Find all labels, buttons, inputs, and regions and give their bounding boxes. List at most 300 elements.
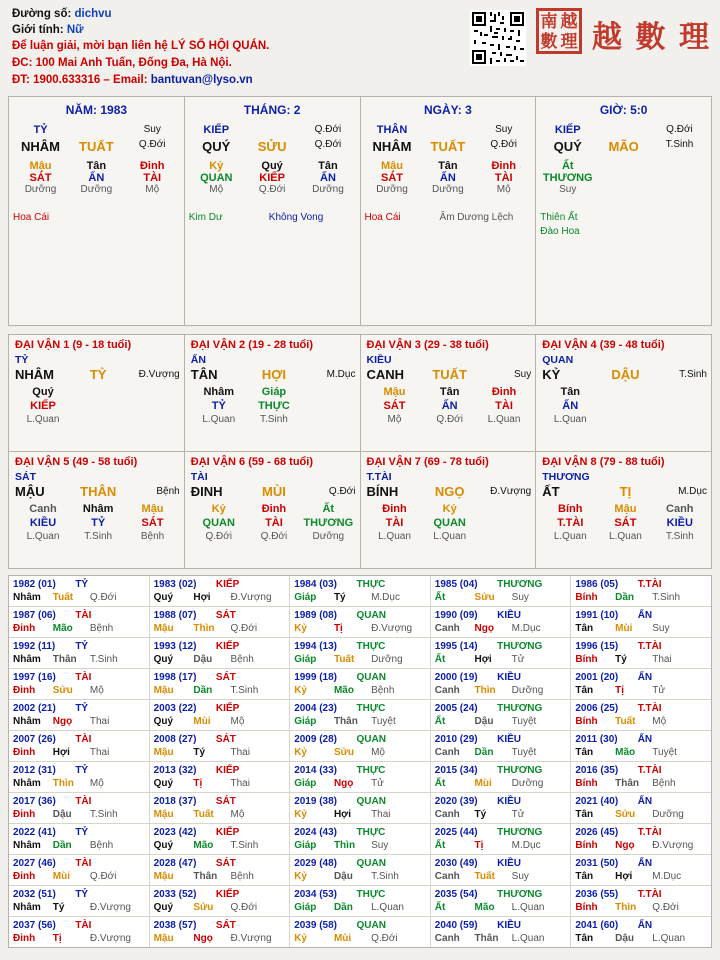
hidden-stem: Mậu	[29, 160, 52, 172]
promo-line-1: Để luận giải, mời bạn liên hệ LÝ SỐ HỘI QUÁN.	[12, 40, 270, 52]
dai-van-hidden-stem: Đinh	[491, 386, 517, 398]
year-cell[interactable]	[9, 917, 150, 947]
hidden-stage: Dưỡng	[312, 184, 344, 195]
dai-van-hidden-stage	[598, 413, 652, 427]
pillar-ten-god: Q.Đới	[138, 139, 166, 150]
year-stage: Thai	[89, 747, 110, 758]
year-label: 2009 (28)	[294, 734, 337, 745]
year-stem: Mậu	[153, 747, 174, 758]
year-cell[interactable]	[571, 731, 711, 761]
dai-van-title: ĐẠI VẬN 6 (59 - 68 tuổi)	[190, 456, 313, 468]
year-branch: Thìn	[52, 778, 74, 789]
dai-van-stage: M.Dục	[326, 369, 356, 380]
year-cell[interactable]	[150, 700, 291, 730]
year-ten-god: TÀI	[75, 734, 92, 745]
year-ten-god: KIẾP	[215, 641, 240, 652]
header-info	[8, 6, 412, 96]
year-ten-god: SÁT	[215, 672, 236, 683]
year-label: 2000 (19)	[434, 672, 478, 683]
dai-van-title: ĐẠI VẬN 3 (29 - 38 tuổi)	[366, 339, 489, 351]
hidden-stage: Dưỡng	[24, 184, 57, 195]
dai-van-branch: HỢI	[261, 367, 286, 382]
year-label: 2013 (32)	[153, 765, 197, 776]
year-stage: Bệnh	[230, 871, 254, 882]
year-ten-god: KIẾP	[215, 765, 240, 776]
year-branch: Tị	[474, 840, 484, 851]
year-branch: Hợi	[474, 654, 492, 665]
year-ten-god: THƯƠNG	[497, 765, 543, 776]
dai-van-hidden-god: TỶ	[211, 400, 226, 412]
year-ten-god: ẤN	[637, 920, 653, 931]
year-label: 2040 (59)	[434, 920, 478, 931]
year-branch: Mùi	[52, 871, 70, 882]
dai-van-branch: DẬU	[611, 367, 640, 382]
year-branch: Thân	[52, 654, 77, 665]
dai-van-cell-5[interactable]	[9, 452, 185, 568]
year-cell[interactable]	[9, 886, 150, 916]
year-branch: Dần	[193, 685, 213, 696]
year-ten-god: KIỀU	[497, 610, 521, 621]
year-stage: Q.Đới	[371, 933, 398, 944]
year-stem: Nhâm	[13, 592, 41, 603]
year-branch: Dậu	[615, 933, 635, 944]
year-label: 2041 (60)	[575, 920, 619, 931]
year-cell[interactable]	[431, 762, 572, 792]
year-ten-god: SÁT	[215, 734, 236, 745]
year-branch: Hợi	[615, 871, 633, 882]
year-cell[interactable]	[571, 824, 711, 854]
year-branch: Tị	[615, 685, 625, 696]
year-stage: Thai	[230, 747, 250, 758]
hidden-god: ẤN	[439, 172, 456, 184]
year-stage: L.Quan	[371, 902, 404, 913]
dai-van-hidden-stage	[301, 413, 355, 427]
pillar-2	[185, 97, 361, 325]
year-cell[interactable]	[9, 762, 150, 792]
year-label: 2016 (35)	[575, 765, 619, 776]
year-stage: Đ.Vượng	[89, 902, 131, 913]
dai-van-cell-6[interactable]	[185, 452, 361, 568]
year-ten-god: SÁT	[215, 610, 236, 621]
dai-van-hidden-god	[477, 516, 531, 530]
promo-line-3	[12, 72, 412, 89]
year-cell[interactable]	[571, 607, 711, 637]
dai-van-cell-7[interactable]	[361, 452, 537, 568]
year-stage: Dưỡng	[371, 654, 403, 665]
hidden-stage	[652, 184, 707, 195]
year-label: 2031 (50)	[575, 858, 619, 869]
dai-van-stage: Suy	[513, 369, 532, 380]
dai-van-stem: TÂN	[190, 367, 218, 382]
dai-van-hidden-stage: Q.Đới	[436, 414, 463, 425]
year-row	[9, 855, 711, 886]
year-cell[interactable]	[290, 638, 431, 668]
dai-van-hidden-stem: Giáp	[261, 386, 287, 398]
seal-char-2: 越	[560, 11, 578, 31]
year-cell[interactable]	[431, 793, 572, 823]
dai-van-hidden-god: ẤN	[441, 400, 458, 412]
year-cell[interactable]	[290, 762, 431, 792]
year-branch: Thân	[193, 871, 218, 882]
year-branch: Dần	[474, 747, 494, 758]
year-stem: Kỷ	[294, 809, 307, 820]
year-cell[interactable]	[290, 793, 431, 823]
year-label: 2029 (48)	[294, 858, 337, 869]
year-cell[interactable]	[150, 638, 291, 668]
year-label: 1985 (04)	[434, 579, 478, 590]
year-ten-god: KIỀU	[497, 796, 521, 807]
year-ten-god: TỶ	[75, 579, 89, 590]
year-label: 1998 (17)	[153, 672, 197, 683]
year-label: 2008 (27)	[153, 734, 197, 745]
dai-van-stem: CANH	[366, 367, 405, 382]
hidden-stem: Kỷ	[209, 160, 224, 172]
year-cell[interactable]	[290, 731, 431, 761]
dai-van-hidden-god: TỶ	[91, 517, 106, 529]
year-cell[interactable]	[431, 638, 572, 668]
year-ten-god: QUAN	[356, 610, 386, 621]
year-cell[interactable]	[9, 793, 150, 823]
dai-van-hidden-stem	[653, 385, 707, 399]
year-cell[interactable]	[9, 855, 150, 885]
dai-van-cell-2[interactable]	[185, 335, 361, 451]
year-cell[interactable]	[290, 886, 431, 916]
year-cell[interactable]	[431, 607, 572, 637]
year-stage: Thai	[652, 654, 672, 665]
year-stage: Đ.Vượng	[230, 933, 272, 944]
dai-van-hidden-stem: Canh	[666, 503, 694, 515]
dai-van-hidden-god	[598, 399, 652, 413]
year-branch: Sửu	[615, 809, 636, 820]
pillar-ten-god: Q.Đới	[490, 139, 517, 150]
year-stage: Mộ	[371, 747, 385, 758]
hidden-stage: Dưỡng	[376, 184, 408, 195]
year-label: 1995 (14)	[434, 641, 478, 652]
year-cell[interactable]	[571, 855, 711, 885]
note: Âm Dương Lệch	[439, 212, 514, 223]
year-stem: Nhâm	[13, 840, 41, 851]
year-row	[9, 793, 711, 824]
pillar-top-stage: Q.Đới	[666, 124, 693, 135]
year-stage: Q.Đới	[230, 902, 258, 913]
year-label: 2035 (54)	[434, 889, 478, 900]
year-stage: M.Dục	[652, 871, 682, 882]
year-ten-god: TỶ	[75, 703, 89, 714]
pillar-4	[536, 97, 711, 325]
year-branch: Dần	[52, 840, 72, 851]
year-stem: Kỷ	[294, 871, 307, 882]
year-cell[interactable]	[290, 700, 431, 730]
year-label: 2001 (20)	[575, 672, 619, 683]
year-stem: Đinh	[13, 623, 36, 634]
dai-van-hidden-stem: Kỷ	[211, 503, 226, 515]
year-stem: Ất	[434, 840, 446, 851]
dai-van-hidden-stem	[125, 385, 179, 399]
year-cell[interactable]	[431, 669, 572, 699]
year-stage: Đ.Vượng	[371, 623, 413, 634]
dai-van-hidden-stem: Tân	[439, 386, 460, 398]
year-ten-god: ẤN	[637, 610, 653, 621]
dai-van-hidden-stage: T.Sinh	[260, 414, 288, 425]
dai-van-hidden-stage: Q.Đới	[260, 531, 288, 542]
pillar-top-god: KIẾP	[203, 124, 230, 136]
year-ten-god: ẤN	[637, 858, 653, 869]
year-cell[interactable]	[290, 855, 431, 885]
year-branch: Mão	[474, 902, 495, 913]
year-cell[interactable]	[431, 731, 572, 761]
year-cell[interactable]	[571, 700, 711, 730]
year-ten-god: THƯƠNG	[497, 579, 543, 590]
year-ten-god: T.TÀI	[637, 827, 662, 838]
pillar-top-god: THÂN	[376, 124, 408, 136]
year-branch: Tý	[615, 654, 627, 665]
year-stem: Đinh	[13, 747, 36, 758]
hidden-god: SÁT	[381, 172, 403, 184]
year-ten-god: QUAN	[356, 734, 386, 745]
year-ten-god: THƯƠNG	[497, 827, 543, 838]
year-label: 1982 (01)	[13, 579, 56, 590]
year-ten-god: ẤN	[637, 672, 653, 683]
year-stem: Nhâm	[13, 778, 41, 789]
year-cell[interactable]	[431, 700, 572, 730]
year-stem: Đinh	[13, 809, 36, 820]
year-label: 2020 (39)	[434, 796, 478, 807]
year-branch: Tị	[333, 623, 343, 634]
gender-line	[12, 22, 412, 38]
year-stem: Tân	[575, 809, 594, 820]
dai-van-hidden-god: SÁT	[383, 400, 406, 412]
year-stem: Quý	[153, 902, 174, 913]
year-label: 2027 (46)	[13, 858, 56, 869]
year-label: 2024 (43)	[294, 827, 337, 838]
year-ten-god: ẤN	[637, 796, 653, 807]
year-cell[interactable]	[150, 762, 291, 792]
year-stage: Thai	[230, 778, 250, 789]
year-ten-god: THỰC	[356, 579, 386, 590]
dai-van-hidden-god: SÁT	[141, 517, 164, 529]
dai-van-stem: MẬU	[15, 484, 45, 499]
year-label: 2026 (45)	[575, 827, 619, 838]
hidden-stage: Dưỡng	[432, 184, 464, 195]
dai-van-title: ĐẠI VẬN 4 (39 - 48 tuổi)	[542, 339, 665, 351]
year-stage: Thai	[371, 809, 391, 820]
dai-van-cell-3[interactable]	[361, 335, 537, 451]
year-stem: Quý	[153, 778, 174, 789]
dai-van-cell-1[interactable]	[9, 335, 185, 451]
year-cell[interactable]	[431, 886, 572, 916]
year-stem: Quý	[153, 654, 174, 665]
year-stage: Bệnh	[89, 840, 114, 851]
year-cell[interactable]	[571, 638, 711, 668]
year-label: 1993 (12)	[153, 641, 197, 652]
pillar-notes	[540, 211, 707, 239]
dai-van-hidden-god: ẤN	[562, 400, 579, 412]
year-branch: Thân	[333, 716, 358, 727]
dai-van-hidden-stage	[125, 413, 179, 427]
year-cell[interactable]	[431, 576, 572, 606]
hidden-god: THƯƠNG	[542, 172, 593, 184]
dai-van-hidden-stem: Mậu	[383, 386, 406, 398]
year-branch: Ngọ	[333, 778, 354, 789]
pillar-stem: NHÂM	[21, 139, 60, 154]
year-label: 1983 (02)	[153, 579, 197, 590]
year-stem: Ất	[434, 778, 446, 789]
year-ten-god: THỰC	[356, 703, 386, 714]
dai-van-row	[9, 452, 711, 568]
dai-van-hidden-stage: Dưỡng	[312, 531, 345, 542]
year-cell[interactable]	[290, 669, 431, 699]
year-stem: Kỷ	[294, 623, 307, 634]
year-ten-god: THỰC	[356, 889, 386, 900]
year-ten-god: ẤN	[637, 734, 653, 745]
year-branch: Mùi	[333, 933, 352, 944]
year-cell[interactable]	[571, 669, 711, 699]
year-cell[interactable]	[290, 824, 431, 854]
hidden-god: TÀI	[143, 172, 162, 184]
promo-line-2: ĐC: 100 Mai Anh Tuấn, Đống Đa, Hà Nội.	[12, 57, 232, 69]
year-cell[interactable]	[431, 855, 572, 885]
year-ten-god: T.TÀI	[637, 579, 662, 590]
year-cell[interactable]	[150, 855, 291, 885]
year-label: 1989 (08)	[294, 610, 337, 621]
year-cell[interactable]	[9, 607, 150, 637]
year-cell[interactable]	[571, 886, 711, 916]
year-cell[interactable]	[9, 638, 150, 668]
year-label: 1986 (05)	[575, 579, 619, 590]
year-cell[interactable]	[150, 886, 291, 916]
year-stage: T.Sinh	[89, 809, 118, 820]
dai-van-cell-8[interactable]	[536, 452, 711, 568]
year-stem: Ất	[434, 902, 446, 913]
year-cell[interactable]	[9, 576, 150, 606]
year-branch: Sửu	[193, 902, 214, 913]
year-cell[interactable]	[431, 917, 572, 947]
pillar-top-stage: Suy	[143, 124, 161, 135]
dai-van-hidden-god: KIỀU	[29, 517, 57, 529]
year-stem: Bính	[575, 840, 598, 851]
year-label: 1994 (13)	[294, 641, 337, 652]
year-ten-god: THỰC	[356, 641, 386, 652]
dai-van-hidden-stage: L.Quan	[609, 531, 642, 542]
year-branch: Tý	[52, 902, 65, 913]
year-row	[9, 762, 711, 793]
dai-van-row	[9, 335, 711, 452]
hidden-god: ẤN	[320, 172, 336, 184]
dai-van-title: ĐẠI VẬN 2 (19 - 28 tuổi)	[190, 339, 313, 351]
year-cell[interactable]	[290, 607, 431, 637]
year-cell[interactable]	[290, 917, 431, 947]
year-label: 2011 (30)	[575, 734, 618, 745]
seal-stamp	[536, 8, 582, 54]
year-stem: Ất	[434, 654, 446, 665]
dai-van-hidden-stem	[301, 385, 355, 399]
year-cell[interactable]	[150, 576, 291, 606]
year-stage: M.Dục	[511, 623, 541, 634]
dai-van-cell-4[interactable]	[536, 335, 711, 451]
year-stage: Suy	[652, 623, 670, 634]
hidden-stem	[652, 160, 707, 172]
hidden-god: KIẾP	[259, 172, 285, 184]
dai-van-hidden-god: THỰC	[258, 400, 290, 412]
year-cell[interactable]	[9, 669, 150, 699]
year-row	[9, 824, 711, 855]
year-stage: Q.Đới	[230, 623, 258, 634]
year-branch: Dậu	[333, 871, 353, 882]
year-cell[interactable]	[150, 917, 291, 947]
year-cell[interactable]	[150, 793, 291, 823]
year-branch: Dần	[333, 902, 353, 913]
year-ten-god: SÁT	[215, 858, 236, 869]
year-cell[interactable]	[9, 700, 150, 730]
dai-van-hidden-god: TÀI	[265, 517, 283, 529]
year-cell[interactable]	[571, 793, 711, 823]
year-branch: Sửu	[333, 747, 354, 758]
dai-van-god: TÀI	[190, 471, 208, 483]
year-cell[interactable]	[571, 762, 711, 792]
year-label: 1999 (18)	[294, 672, 337, 683]
year-cell[interactable]	[571, 917, 711, 947]
dai-van-god: T.TÀI	[366, 471, 392, 483]
year-cell[interactable]	[150, 824, 291, 854]
year-stem: Tân	[575, 933, 594, 944]
year-ten-god: THỰC	[356, 827, 386, 838]
year-cell[interactable]	[150, 607, 291, 637]
dai-van-hidden-stage: Mộ	[387, 414, 402, 425]
route-value: dichvu	[74, 8, 112, 20]
year-stem: Nhâm	[13, 902, 41, 913]
year-stem: Tân	[575, 685, 594, 696]
year-label: 2028 (47)	[153, 858, 197, 869]
year-branch: Hợi	[193, 592, 211, 603]
year-cell[interactable]	[431, 824, 572, 854]
dai-van-branch: TUẤT	[432, 367, 468, 382]
year-stem: Mậu	[153, 809, 174, 820]
year-cell[interactable]	[150, 669, 291, 699]
year-stem: Quý	[153, 716, 174, 727]
year-label: 2034 (53)	[294, 889, 337, 900]
year-label: 2038 (57)	[153, 920, 197, 931]
year-cell[interactable]	[9, 731, 150, 761]
pillar-branch: SỬU	[257, 139, 287, 154]
note: Không Vong	[268, 212, 324, 223]
hidden-stem: Mậu	[381, 160, 403, 172]
year-cell[interactable]	[290, 576, 431, 606]
year-branch: Tuất	[333, 654, 355, 665]
year-row	[9, 638, 711, 669]
dai-van-hidden-stem: Ất	[322, 503, 335, 515]
year-stage: Mộ	[230, 809, 245, 820]
dai-van-hidden-stem: Bính	[558, 503, 583, 515]
hidden-god: ẤN	[88, 172, 105, 184]
dai-van-hidden-god: T.TÀI	[557, 517, 584, 529]
year-stem: Tân	[575, 871, 594, 882]
year-branch: Tuất	[52, 592, 74, 603]
year-stem: Bính	[575, 716, 598, 727]
year-row	[9, 731, 711, 762]
year-cell[interactable]	[9, 824, 150, 854]
dai-van-title: ĐẠI VẬN 8 (79 - 88 tuổi)	[542, 456, 665, 468]
year-stem: Bính	[575, 654, 598, 665]
year-cell[interactable]	[150, 731, 291, 761]
pillar-title: NGÀY: 3	[423, 103, 472, 117]
note: Đào Hoa	[540, 226, 580, 237]
note: Hoa Cái	[13, 212, 50, 223]
year-branch: Hợi	[52, 747, 70, 758]
year-ten-god: KIẾP	[215, 827, 240, 838]
year-cell[interactable]	[571, 576, 711, 606]
year-branch: Dậu	[193, 654, 213, 665]
year-ten-god: TỶ	[75, 889, 89, 900]
